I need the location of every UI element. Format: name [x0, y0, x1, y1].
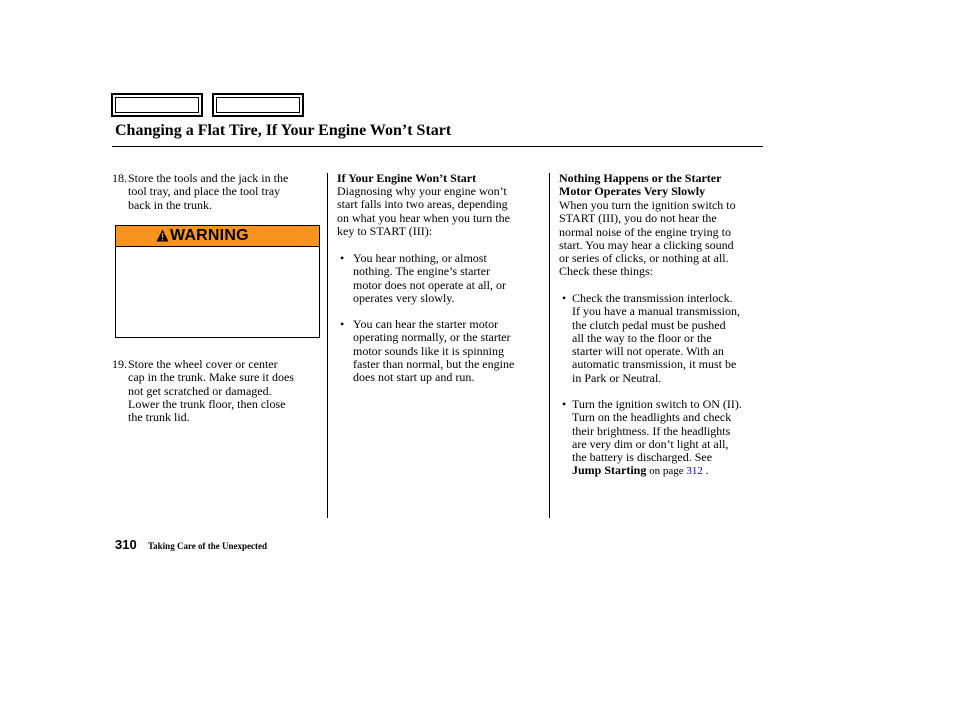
- section-heading-engine-wont-start: If Your Engine Won’t Start: [337, 171, 477, 185]
- bullet-text: [353, 252, 506, 305]
- step-number: 18.: [112, 171, 127, 185]
- text-line: tool tray, and place the tool tray: [128, 184, 281, 199]
- text-line: Turn the ignition switch to ON (II).: [572, 397, 742, 411]
- text-line: all the way to the floor or the: [572, 330, 712, 345]
- text-line: You can hear the starter motor: [353, 317, 499, 331]
- jump-starting-reference: [572, 464, 742, 478]
- warning-triangle-icon: [156, 229, 169, 242]
- text-line: does not start up and run.: [353, 370, 475, 385]
- text-line: key to START (III):: [337, 223, 433, 238]
- jump-starting-label: Jump Starting: [572, 463, 647, 478]
- text-line: start. You may hear a clicking sound: [559, 237, 734, 252]
- text-line: Check these things:: [559, 264, 653, 279]
- bullet-text: [353, 318, 514, 384]
- text-line: in Park or Neutral.: [572, 370, 662, 385]
- period-text: .: [702, 465, 709, 478]
- text-line: If you have a manual transmission,: [572, 304, 740, 319]
- text-line: the trunk lid.: [128, 410, 190, 425]
- text-line: cap in the trunk. Make sure it does: [128, 370, 294, 385]
- text-line: motor does not operate at all, or: [353, 277, 506, 292]
- warning-label: WARNING: [170, 227, 249, 244]
- text-line: their brightness. If the headlights: [572, 423, 731, 438]
- text-line: When you turn the ignition switch to: [559, 198, 736, 212]
- text-line: Store the tools and the jack in the: [128, 171, 289, 185]
- page-link-312[interactable]: 312: [686, 465, 703, 478]
- footer-section-title: Taking Care of the Unexpected: [148, 541, 267, 551]
- nav-box-2[interactable]: [212, 93, 304, 117]
- column-divider-2: [549, 173, 550, 518]
- text-line: START (III), you do not hear the: [559, 211, 717, 226]
- text-line: nothing. The engine’s starter: [353, 264, 491, 279]
- text-line: normal noise of the engine trying to: [559, 224, 731, 239]
- text-line: automatic transmission, it must be: [572, 357, 737, 372]
- nav-box-1[interactable]: [111, 93, 203, 117]
- text-line: operates very slowly.: [353, 290, 455, 305]
- bullet-dot: •: [562, 291, 567, 305]
- text-line: the clutch pedal must be pushed: [572, 317, 726, 332]
- bullet-dot: •: [340, 317, 345, 331]
- page-number: 310: [115, 537, 137, 552]
- text-line: are very dim or don’t light at all,: [572, 436, 729, 451]
- text-line: Store the wheel cover or center: [128, 357, 278, 371]
- text-line: Diagnosing why your engine won’t: [337, 184, 507, 198]
- bullet-dot: •: [340, 251, 345, 265]
- step-text: [128, 358, 294, 424]
- text-line: Check the transmission interlock.: [572, 291, 733, 305]
- bullet-dot: •: [562, 397, 567, 411]
- starter-intro-paragraph: [559, 199, 736, 279]
- bullet-text: [572, 398, 742, 479]
- on-page-text: on page: [646, 465, 687, 478]
- text-line: start falls into two areas, depending: [337, 197, 508, 212]
- text-line: the battery is discharged. See: [572, 450, 713, 465]
- text-line: Turn on the headlights and check: [572, 410, 732, 425]
- text-line: faster than normal, but the engine: [353, 356, 515, 371]
- heading-line: Nothing Happens or the Starter: [559, 171, 722, 185]
- text-line: or series of clicks, or nothing at all.: [559, 251, 729, 266]
- warning-header: [116, 226, 319, 247]
- section-heading-starter: [559, 172, 721, 199]
- warning-box: [115, 225, 320, 338]
- text-line: not get scratched or damaged.: [128, 383, 272, 398]
- text-line: You hear nothing, or almost: [353, 251, 487, 265]
- text-line: on what you hear when you turn the: [337, 210, 510, 225]
- text-line: starter will not operate. With an: [572, 344, 724, 359]
- bullet-text: [572, 292, 740, 385]
- text-line: back in the trunk.: [128, 197, 212, 212]
- heading-line: Motor Operates Very Slowly: [559, 184, 706, 199]
- text-line: motor sounds like it is spinning: [353, 343, 505, 358]
- intro-paragraph: [337, 185, 510, 238]
- step-text: [128, 172, 288, 212]
- page-title: Changing a Flat Tire, If Your Engine Won’t Start: [115, 122, 452, 139]
- text-line: operating normally, or the starter: [353, 330, 511, 345]
- column-divider-1: [327, 173, 328, 518]
- step-number: 19.: [112, 357, 127, 371]
- title-divider: [112, 146, 763, 147]
- text-line: Lower the trunk floor, then close: [128, 396, 286, 411]
